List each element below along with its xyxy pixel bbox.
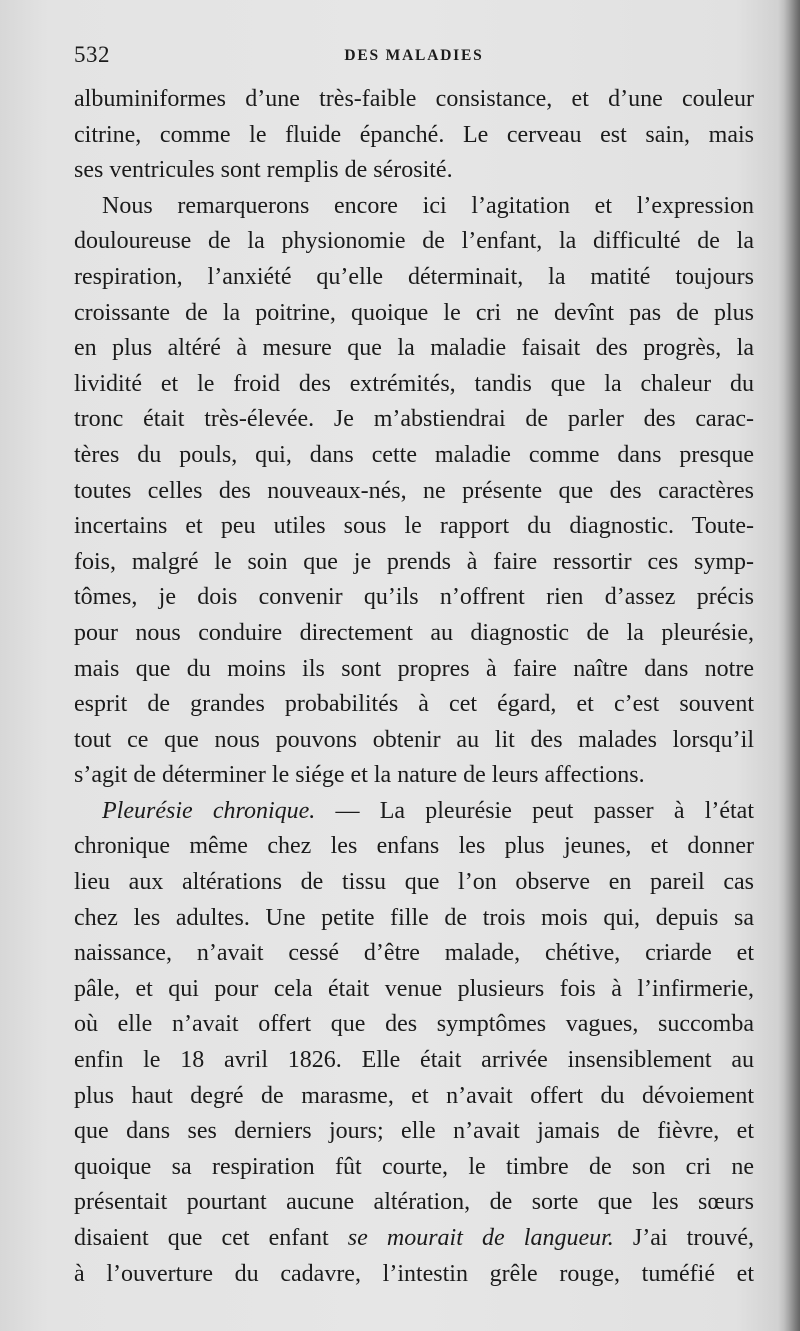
text-line: tronc était très-élevée. Je m’abstiendrai de parler des carac- bbox=[74, 406, 754, 433]
text-run: J’ai trouvé, bbox=[613, 1225, 754, 1251]
body-text bbox=[74, 82, 754, 1302]
text-line: pâle, et qui pour cela était venue plusieurs fois à l’infirmerie, bbox=[74, 975, 754, 1002]
text-line: que dans ses derniers jours; elle n’avait jamais de fièvre, et bbox=[74, 1118, 754, 1145]
text-line: présentait pourtant aucune altération, de sorte que les sœurs bbox=[74, 1189, 754, 1216]
page-edge-shadow bbox=[778, 0, 800, 1331]
text-line: esprit de grandes probabilités à cet égard, et c’est souvent bbox=[74, 691, 754, 718]
text-line: quoique sa respiration fût courte, le timbre de son cri ne bbox=[74, 1153, 754, 1180]
text-line: plus haut degré de marasme, et n’avait offert du dévoiement bbox=[74, 1082, 754, 1109]
text-line: où elle n’avait offert que des symptômes vagues, succomba bbox=[74, 1011, 754, 1038]
text-line: ses ventricules sont remplis de sérosité. bbox=[74, 157, 453, 184]
text-line: enfin le 18 avril 1826. Elle était arrivée insensiblement au bbox=[74, 1047, 754, 1074]
text-line: chronique même chez les enfans les plus jeunes, et donner bbox=[74, 833, 754, 860]
text-line: en plus altéré à mesure que la maladie faisait des progrès, la bbox=[74, 335, 754, 362]
text-line: citrine, comme le fluide épanché. Le cerveau est sain, mais bbox=[74, 121, 754, 148]
text-line: s’agit de déterminer le siége et la nature de leurs affections. bbox=[74, 762, 645, 789]
text-line: incertains et peu utiles sous le rapport du diagnostic. Toute- bbox=[74, 513, 754, 540]
text-line: tout ce que nous pouvons obtenir au lit des malades lorsqu’il bbox=[74, 726, 754, 753]
text-line: lieu aux altérations de tissu que l’on observe en pareil cas bbox=[74, 869, 754, 896]
text-line: douloureuse de la physionomie de l’enfant, la difficulté de la bbox=[74, 228, 754, 255]
text-line: mais que du moins ils sont propres à faire naître dans notre bbox=[74, 655, 754, 682]
text-line: pour nous conduire directement au diagnostic de la pleurésie, bbox=[74, 619, 754, 646]
text-line: lividité et le froid des extrémités, tandis que la chaleur du bbox=[74, 370, 754, 397]
text-line bbox=[74, 1221, 754, 1257]
text-line: tères du pouls, qui, dans cette maladie comme dans presque bbox=[74, 441, 754, 468]
text-line: toutes celles des nouveaux-nés, ne présente que des caractères bbox=[74, 477, 754, 504]
text-line: chez les adultes. Une petite fille de trois mois qui, depuis sa bbox=[74, 904, 754, 931]
text-line: Nous remarquerons encore ici l’agitation et l’expression bbox=[102, 192, 754, 219]
text-line: albuminiformes d’une très-faible consistance, et d’une couleur bbox=[74, 86, 754, 112]
text-line: croissante de la poitrine, quoique le cri ne devînt pas de plus bbox=[74, 299, 754, 326]
page-number: 532 bbox=[74, 42, 110, 67]
text-line bbox=[74, 794, 754, 830]
text-line: fois, malgré le soin que je prends à faire ressortir ces symp- bbox=[74, 548, 754, 575]
running-head bbox=[74, 42, 754, 72]
section-heading: Pleurésie chronique. bbox=[102, 797, 316, 824]
text-line: tômes, je dois convenir qu’ils n’offrent rien d’assez précis bbox=[74, 584, 754, 611]
text-line: naissance, n’avait cessé d’être malade, chétive, criarde et bbox=[74, 940, 754, 967]
running-title: DES MALADIES bbox=[344, 47, 484, 64]
italic-quote: se mourait de langueur. bbox=[347, 1225, 614, 1251]
text-line: à l’ouverture du cadavre, l’intestin grêle rouge, tuméfié et bbox=[74, 1260, 754, 1287]
text-run: disaient que cet enfant bbox=[74, 1225, 348, 1251]
text-run: — La pleurésie peut passer à l’état bbox=[315, 797, 754, 824]
text-line: respiration, l’anxiété qu’elle déterminait, la matité toujours bbox=[74, 263, 754, 290]
